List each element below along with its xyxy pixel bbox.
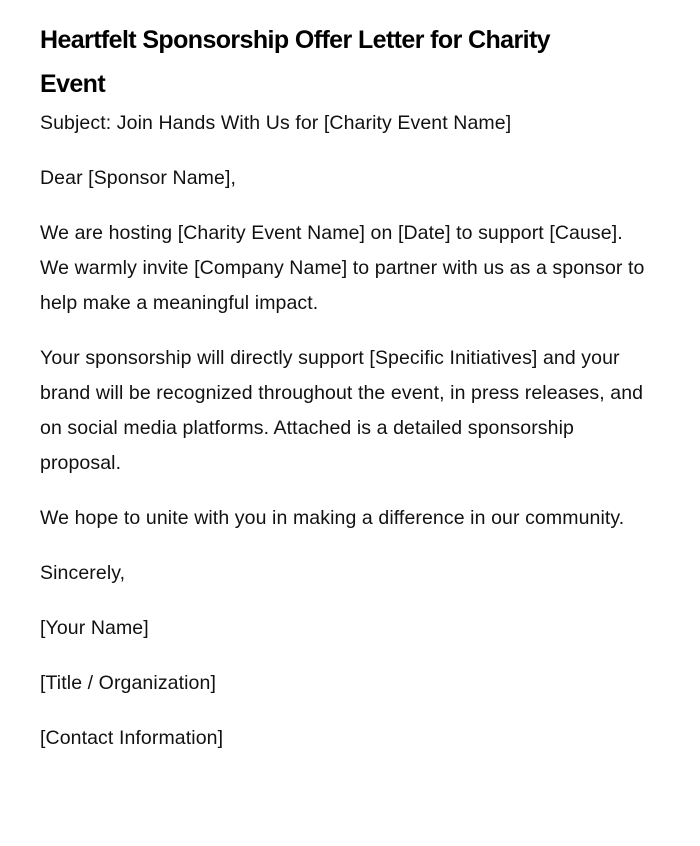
body-paragraph-intro: We are hosting [Charity Event Name] on [Date] to support [Cause]. We warmly invite [Company Name] to partner with us as a sponsor to help make a meaningful impact.: [40, 222, 645, 314]
document-title: Heartfelt Sponsorship Offer Letter for Charity Event: [40, 26, 550, 98]
closing-line: Sincerely,: [40, 562, 126, 584]
subject-line: Subject: Join Hands With Us for [Charity Event Name]: [40, 112, 512, 134]
signature-name: [Your Name]: [40, 617, 149, 639]
signature-contact: [Contact Information]: [40, 727, 224, 749]
body-paragraph-closing: We hope to unite with you in making a difference in our community.: [40, 507, 625, 529]
signature-title-organization: [Title / Organization]: [40, 672, 216, 694]
salutation: Dear [Sponsor Name],: [40, 167, 237, 189]
body-paragraph-benefits: Your sponsorship will directly support [Specific Initiatives] and your brand will be recognized throughout the event, in press releases, and on social media platforms. Attached is a detailed sponsorship proposal.: [40, 347, 644, 474]
